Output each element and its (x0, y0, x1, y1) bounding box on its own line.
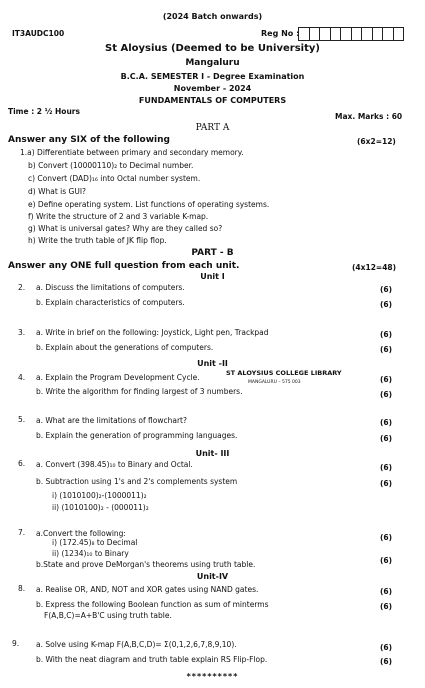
unit-3-heading: Unit- III (195, 449, 230, 458)
part-a-question: b) Convert (10000110)₂ to Decimal number. (28, 161, 194, 170)
part-a-question: h) Write the truth table of JK flip flop. (28, 236, 167, 245)
marks-4b: (6) (379, 390, 393, 399)
marks-8a: (6) (379, 587, 393, 596)
question-9b: b. With the neat diagram and truth table explain RS Flip-Flop. (36, 655, 268, 664)
reg-no-boxes (298, 27, 404, 41)
part-a-question: d) What is GUI? (28, 187, 87, 196)
part-a-marks: (6x2=12) (357, 137, 396, 146)
marks-4a: (6) (379, 375, 393, 384)
question-number: 2. (18, 283, 26, 292)
subject-title: FUNDAMENTALS OF COMPUTERS (138, 96, 287, 105)
part-b-instruction: Answer any ONE full question from each unit. (8, 261, 240, 271)
question-8b: b. Express the following Boolean function as sum of minterms (36, 600, 269, 609)
unit-4-heading: Unit-IV (196, 572, 229, 581)
exam-session: November - 2024 (173, 84, 252, 93)
question-6a: a. Convert (398.45)₁₀ to Binary and Octal. (36, 460, 193, 469)
question-8a: a. Realise OR, AND, NOT and XOR gates using NAND gates. (36, 585, 259, 594)
time-label: Time : 2 ½ Hours (8, 107, 80, 116)
part-a-question: 1.a) Differentiate between primary and secondary memory. (20, 148, 244, 157)
part-a-question: f) Write the structure of 2 and 3 variable K-map. (28, 212, 209, 221)
marks-6b: (6) (379, 479, 393, 488)
marks-6a: (6) (379, 463, 393, 472)
question-number: 3. (18, 328, 26, 337)
question-2a: a. Discuss the limitations of computers. (36, 283, 185, 292)
part-a-question: g) What is universal gates? Why are they called so? (28, 224, 223, 233)
marks-3b: (6) (379, 345, 393, 354)
question-number: 9. (12, 639, 20, 648)
marks-7b: (6) (379, 556, 393, 565)
marks-5a: (6) (379, 418, 393, 427)
question-number: 6. (18, 459, 26, 468)
question-3a: a. Write in brief on the following: Joystick, Light pen, Trackpad (36, 328, 269, 337)
question-6b-ii: ii) (1010100)₂ - (000011)₂ (52, 503, 149, 512)
question-2b: b. Explain characteristics of computers. (36, 298, 185, 307)
question-9a: a. Solve using K-map F(A,B,C,D)= Σ(0,1,2,6,7,8,9,10). (36, 640, 237, 649)
part-b-marks: (4x12=48) (352, 263, 397, 272)
part-a-question: e) Define operating system. List functions of operating systems. (28, 200, 270, 209)
batch-label: (2024 Batch onwards) (162, 12, 263, 21)
marks-9a: (6) (379, 643, 393, 652)
unit-1-heading: Unit I (200, 272, 225, 281)
city-name: Mangaluru (185, 58, 240, 68)
marks-2b: (6) (379, 300, 393, 309)
question-7a-i: i) (172.45)₈ to Decimal (52, 538, 138, 547)
part-a-instruction: Answer any SIX of the following (8, 135, 170, 145)
university-name: St Aloysius (Deemed to be University) (105, 43, 320, 54)
marks-2a: (6) (379, 285, 393, 294)
question-7b: b.State and prove DeMorgan's theorems using truth table. (36, 560, 256, 569)
marks-8b: (6) (379, 602, 393, 611)
reg-no-label: Reg No : (261, 29, 300, 38)
paper-code: IT3AUDC100 (12, 29, 65, 38)
marks-9b: (6) (379, 657, 393, 666)
exam-title: B.C.A. SEMESTER I - Degree Examination (120, 72, 305, 81)
question-7a: a.Convert the following: (36, 529, 126, 538)
question-4b: b. Write the algorithm for finding largest of 3 numbers. (36, 387, 243, 396)
part-a-question: c) Convert (DAD)₁₆ into Octal number system. (28, 174, 201, 183)
question-7a-ii: ii) (1234)₁₀ to Binary (52, 549, 129, 558)
part-a-title: PART A (195, 123, 230, 133)
question-4a: a. Explain the Program Development Cycle. (36, 373, 200, 382)
question-6b: b. Subtraction using 1's and 2's complements system (36, 477, 238, 486)
end-of-paper-stars: ********** (186, 672, 239, 681)
question-number: 4. (18, 373, 26, 382)
question-number: 7. (18, 528, 26, 537)
marks-5b: (6) (379, 434, 393, 443)
question-number: 8. (18, 584, 26, 593)
unit-2-heading: Unit -II (197, 359, 228, 368)
question-8b-function: F(A,B,C)=A+B'C using truth table. (44, 611, 172, 620)
question-5b: b. Explain the generation of programming languages. (36, 431, 238, 440)
question-6b-i: i) (1010100)₂-(1000011)₂ (52, 491, 147, 500)
library-stamp: ST ALOYSIUS COLLEGE LIBRARY (226, 369, 342, 377)
question-number: 5. (18, 415, 26, 424)
question-3b: b. Explain about the generations of computers. (36, 343, 214, 352)
question-5a: a. What are the limitations of flowchart? (36, 416, 187, 425)
library-stamp-address: MANGALURU – 575 003 (248, 380, 301, 385)
marks-7a: (6) (379, 533, 393, 542)
max-marks-label: Max. Marks : 60 (335, 112, 403, 121)
marks-3a: (6) (379, 330, 393, 339)
part-b-title: PART - B (191, 248, 234, 258)
